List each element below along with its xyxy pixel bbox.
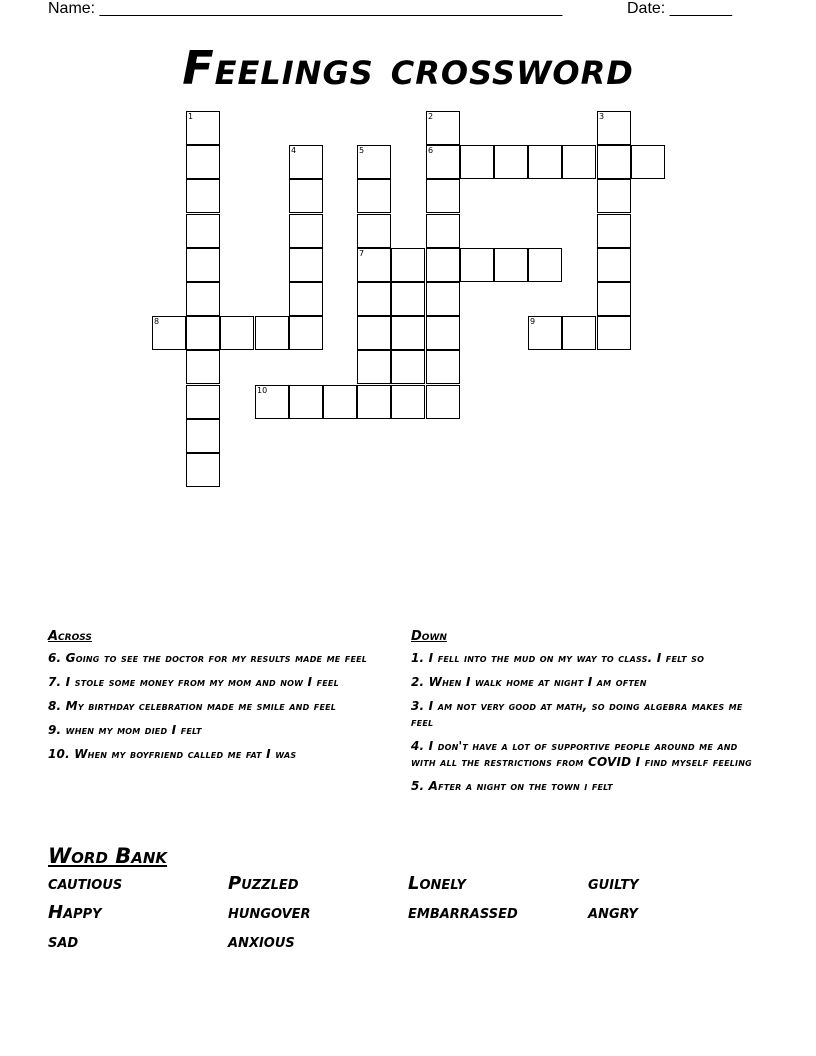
- crossword-cell[interactable]: [426, 248, 460, 282]
- crossword-cell[interactable]: [426, 214, 460, 248]
- word-bank-item: guilty: [588, 873, 639, 894]
- crossword-cell[interactable]: [597, 248, 631, 282]
- crossword-cell[interactable]: [186, 214, 220, 248]
- down-clue-5: 5. After a night on the town i felt: [411, 779, 613, 793]
- crossword-cell[interactable]: [357, 385, 391, 419]
- crossword-cell[interactable]: [391, 248, 425, 282]
- crossword-cell[interactable]: [186, 350, 220, 384]
- crossword-cell[interactable]: [494, 248, 528, 282]
- word-bank: [48, 872, 768, 953]
- crossword-cell[interactable]: [460, 145, 494, 179]
- crossword-cell[interactable]: [528, 316, 562, 350]
- crossword-cell[interactable]: [357, 145, 391, 179]
- crossword-cell[interactable]: [289, 282, 323, 316]
- word-bank-item: sad: [48, 931, 79, 952]
- crossword-cell[interactable]: [460, 248, 494, 282]
- down-clue-4: 4. I don't have a lot of supportive people around me and with all the restrictions from COVID I find myself feeling: [411, 739, 752, 769]
- cell-number: 10: [257, 386, 268, 395]
- crossword-cell[interactable]: [562, 145, 596, 179]
- crossword-cell[interactable]: [357, 316, 391, 350]
- crossword-cell[interactable]: [186, 282, 220, 316]
- crossword-cell[interactable]: [597, 111, 631, 145]
- crossword-cell[interactable]: [528, 248, 562, 282]
- crossword-cell[interactable]: [597, 214, 631, 248]
- cell-number: 3: [599, 112, 605, 121]
- word-bank-item: cautious: [48, 873, 123, 894]
- crossword-cell[interactable]: [186, 248, 220, 282]
- cell-number: 6: [428, 146, 434, 155]
- word-bank-item: anxious: [228, 931, 295, 952]
- across-clue-6: 6. Going to see the doctor for my results made me feel: [48, 651, 368, 665]
- crossword-cell[interactable]: [391, 350, 425, 384]
- across-clue-10: 10. When my boyfriend called me fat I was: [48, 747, 297, 761]
- crossword-cell[interactable]: [357, 214, 391, 248]
- down-clue-1: 1. I fell into the mud on my way to class. I felt so: [411, 651, 705, 665]
- across-clue-9: 9. when my mom died I felt: [48, 723, 202, 737]
- crossword-cell[interactable]: [597, 282, 631, 316]
- across-heading: Across: [48, 629, 92, 644]
- crossword-cell[interactable]: [494, 145, 528, 179]
- crossword-cell[interactable]: [186, 316, 220, 350]
- cell-number: 9: [530, 317, 536, 326]
- crossword-cell[interactable]: [186, 179, 220, 213]
- cell-number: 4: [291, 146, 297, 155]
- crossword-cell[interactable]: [597, 316, 631, 350]
- crossword-cell[interactable]: [255, 316, 289, 350]
- crossword-cell[interactable]: [426, 145, 460, 179]
- crossword-cell[interactable]: [391, 385, 425, 419]
- crossword-cell[interactable]: [597, 179, 631, 213]
- crossword-cell[interactable]: [391, 282, 425, 316]
- crossword-cell[interactable]: [186, 453, 220, 487]
- crossword-grid: [0, 0, 816, 500]
- crossword-cell[interactable]: [357, 248, 391, 282]
- crossword-cell[interactable]: [391, 316, 425, 350]
- crossword-cell[interactable]: [289, 316, 323, 350]
- crossword-cell[interactable]: [426, 111, 460, 145]
- crossword-cell[interactable]: [255, 385, 289, 419]
- cell-number: 8: [154, 317, 160, 326]
- crossword-cell[interactable]: [426, 316, 460, 350]
- crossword-cell[interactable]: [186, 419, 220, 453]
- down-heading: Down: [411, 629, 447, 644]
- crossword-cell[interactable]: [426, 282, 460, 316]
- crossword-cell[interactable]: [186, 385, 220, 419]
- date-field[interactable]: Date: _______: [627, 0, 732, 17]
- down-clues: [411, 628, 761, 802]
- crossword-cell[interactable]: [289, 248, 323, 282]
- across-clues: [48, 628, 393, 770]
- crossword-cell[interactable]: [289, 214, 323, 248]
- crossword-cell[interactable]: [220, 316, 254, 350]
- crossword-cell[interactable]: [186, 111, 220, 145]
- crossword-cell[interactable]: [289, 145, 323, 179]
- crossword-cell[interactable]: [289, 385, 323, 419]
- name-field[interactable]: Name: ____________________________________________________: [48, 0, 563, 17]
- crossword-cell[interactable]: [426, 350, 460, 384]
- word-bank-item: angry: [588, 902, 638, 923]
- crossword-cell[interactable]: [323, 385, 357, 419]
- cell-number: 1: [188, 112, 194, 121]
- page-title: Feelings crossword: [182, 41, 634, 95]
- crossword-cell[interactable]: [289, 179, 323, 213]
- crossword-cell[interactable]: [357, 282, 391, 316]
- word-bank-item: embarrassed: [408, 902, 518, 923]
- crossword-cell[interactable]: [562, 316, 596, 350]
- cell-number: 7: [359, 249, 365, 258]
- down-clue-3: 3. I am not very good at math, so doing algebra makes me feel: [411, 699, 743, 729]
- across-clue-7: 7. I stole some money from my mom and now I feel: [48, 675, 339, 689]
- crossword-cell[interactable]: [631, 145, 665, 179]
- crossword-cell[interactable]: [152, 316, 186, 350]
- word-bank-item: Puzzled: [228, 873, 299, 894]
- cell-number: 5: [359, 146, 365, 155]
- word-bank-item: Happy: [48, 902, 102, 923]
- crossword-cell[interactable]: [528, 145, 562, 179]
- crossword-cell[interactable]: [597, 145, 631, 179]
- crossword-cell[interactable]: [426, 179, 460, 213]
- crossword-cell[interactable]: [357, 179, 391, 213]
- word-bank-item: hungover: [228, 902, 311, 923]
- crossword-cell[interactable]: [186, 145, 220, 179]
- crossword-cell[interactable]: [357, 350, 391, 384]
- cell-number: 2: [428, 112, 434, 121]
- across-clue-8: 8. My birthday celebration made me smile and feel: [48, 699, 337, 713]
- word-bank-item: Lonely: [408, 873, 466, 894]
- down-clue-2: 2. When I walk home at night I am often: [411, 675, 647, 689]
- word-bank-title: Word Bank: [48, 844, 168, 868]
- crossword-cell[interactable]: [426, 385, 460, 419]
